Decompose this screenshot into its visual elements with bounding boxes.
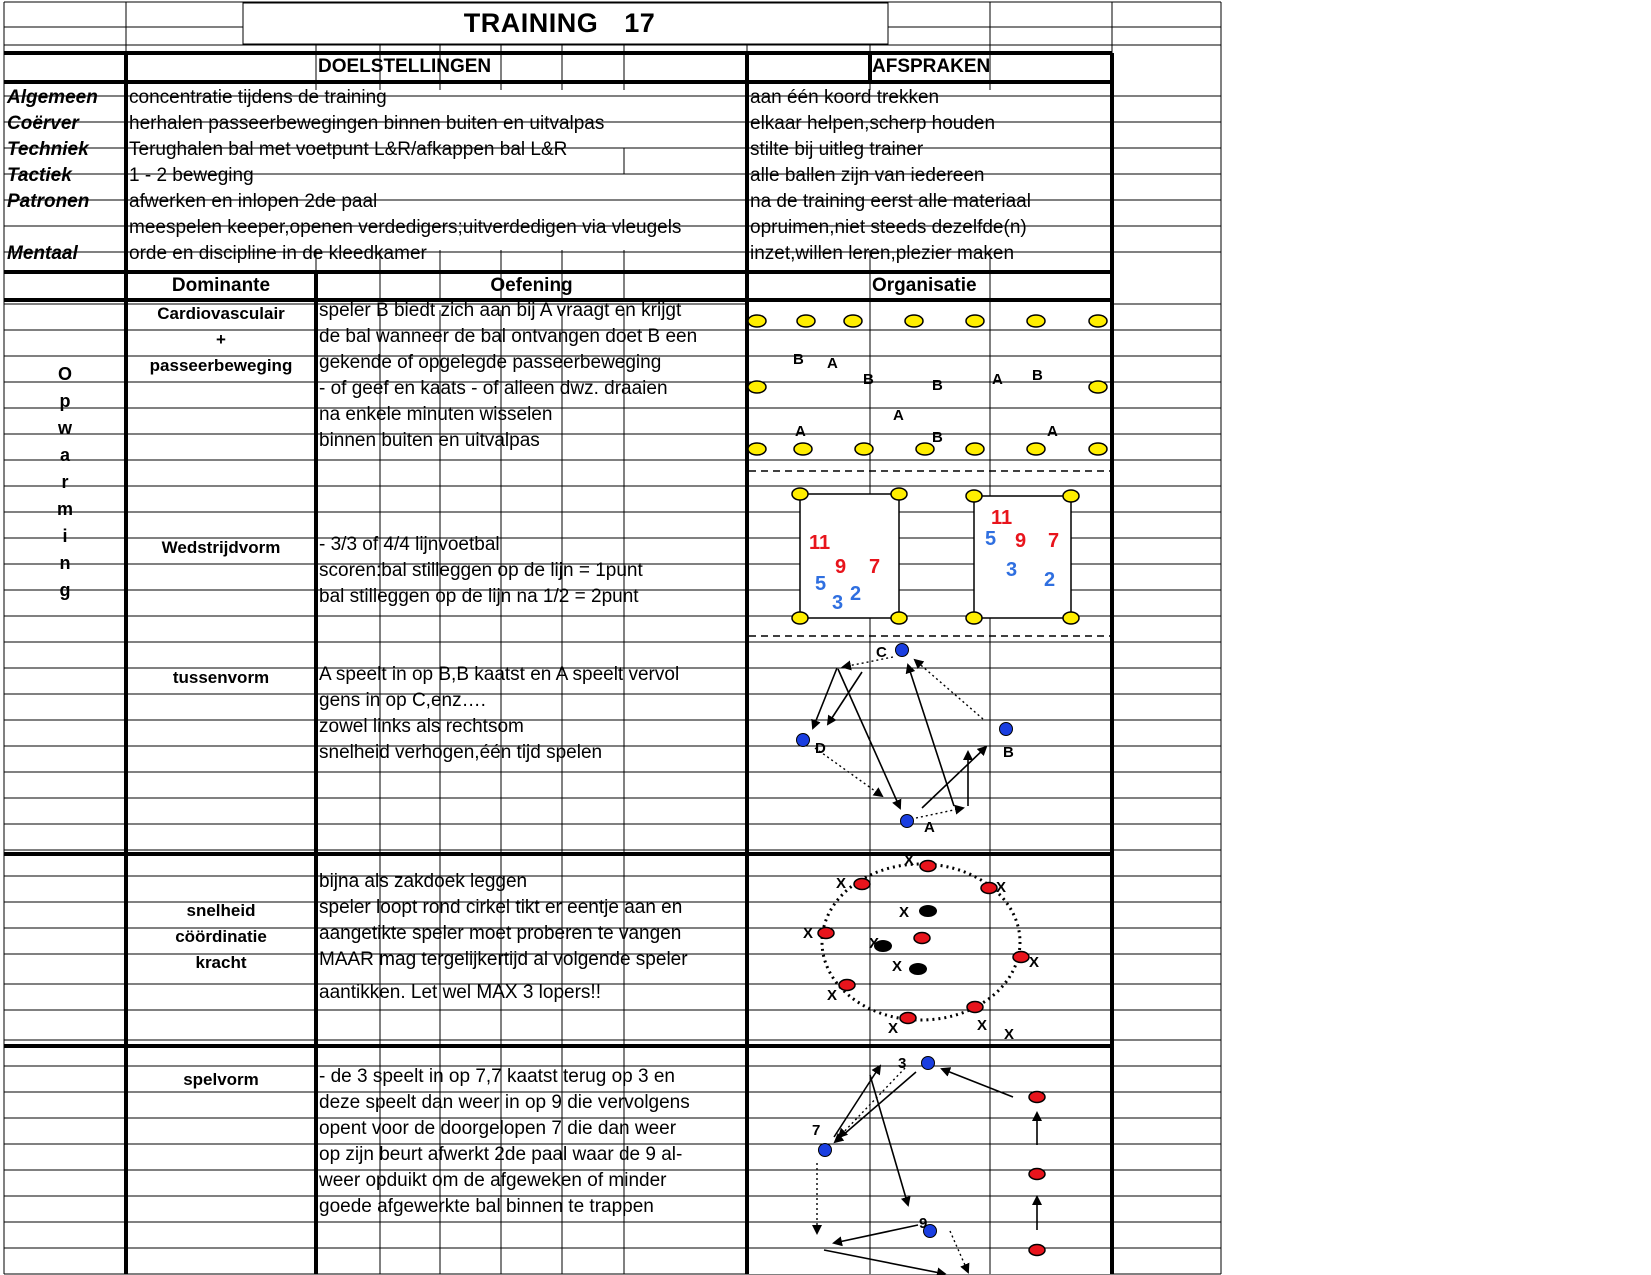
- phase-letter: w: [57, 418, 72, 438]
- dominante-label: passeerbeweging: [149, 356, 293, 375]
- title-label: TRAINING: [463, 8, 599, 38]
- dominante-label: kracht: [195, 953, 247, 972]
- player-label: B: [1003, 744, 1014, 761]
- player-label: C: [876, 644, 887, 661]
- header-afspraken: AFSPRAKEN: [872, 56, 991, 77]
- player-number: 9: [919, 1215, 928, 1232]
- oefening-line: gekende of opgelegde passeerbeweging: [319, 352, 662, 373]
- x-marker: X: [977, 1017, 988, 1034]
- oefening-line: bal stilleggen op de lijn na 1/2 = 2punt: [319, 586, 639, 607]
- player-number: 9: [1015, 530, 1027, 552]
- dominante-label: spelvorm: [183, 1070, 259, 1089]
- player-number: 3: [832, 592, 844, 614]
- goal-doel: herhalen passeerbewegingen binnen buiten en uitvalpas: [129, 113, 605, 134]
- goal-category: Coërver: [7, 113, 79, 134]
- dominante-label: cöördinatie: [175, 927, 267, 946]
- diagram-passeer: [748, 315, 1110, 471]
- player-label: B: [1032, 367, 1043, 384]
- player-label: D: [815, 740, 826, 757]
- goal-afspraak: alle ballen zijn van iedereen: [750, 165, 985, 186]
- goal-doel: orde en discipline in de kleedkamer: [129, 243, 427, 264]
- phase-letter: m: [56, 499, 73, 519]
- goal-afspraak: aan één koord trekken: [750, 87, 940, 108]
- oefening-line: snelheid verhogen,één tijd spelen: [319, 742, 603, 763]
- x-marker: X: [904, 852, 915, 869]
- oefening-line: - of geef en kaats - of alleen dwz. draaien: [319, 378, 668, 399]
- diagram-lijnvoetbal: [749, 488, 1110, 636]
- header-oefening: Oefening: [490, 275, 573, 296]
- title-number: 17: [624, 8, 656, 38]
- phase-letter: a: [59, 445, 70, 465]
- goal-afspraak: opruimen,niet steeds dezelfde(n): [750, 217, 1027, 238]
- goal-doel: meespelen keeper,openen verdedigers;uitverdedigen via vleugels: [129, 217, 682, 238]
- oefening-line: weer opduikt om de afgeweken of minder: [319, 1170, 667, 1191]
- x-marker: X: [869, 935, 880, 952]
- oefening-line: - 3/3 of 4/4 lijnvoetbal: [319, 534, 500, 555]
- oefening-line: goede afgewerkte bal binnen te trappen: [319, 1196, 654, 1217]
- x-marker: X: [1004, 1026, 1015, 1043]
- header-organisatie: Organisatie: [872, 275, 977, 296]
- goal-category: Algemeen: [7, 87, 98, 108]
- goal-doel: afwerken en inlopen 2de paal: [129, 191, 378, 212]
- dominante-label: tussenvorm: [172, 668, 270, 687]
- goal-afspraak: stilte bij uitleg trainer: [750, 139, 924, 160]
- dominante-label: snelheid: [186, 901, 256, 920]
- player-number: 5: [815, 573, 827, 595]
- player-number: 3: [1006, 559, 1018, 581]
- oefening-line: bijna als zakdoek leggen: [319, 871, 528, 892]
- goal-category: Techniek: [7, 139, 89, 160]
- x-marker: X: [899, 904, 910, 921]
- player-label: A: [893, 407, 904, 424]
- oefening-line: opent voor de doorgelopen 7 die dan weer: [319, 1118, 677, 1139]
- player-number: 5: [985, 528, 997, 550]
- phase-letter: g: [59, 580, 71, 600]
- phase-letter: O: [57, 364, 72, 384]
- oefening-line: scoren:bal stilleggen op de lijn = 1punt: [319, 560, 643, 581]
- phase-letter: r: [61, 472, 69, 492]
- oefening-line: MAAR mag tergelijkertijd al volgende speler: [319, 949, 688, 970]
- oefening-line: de bal wanneer de bal ontvangen doet B een: [319, 326, 698, 347]
- header-dominante: Dominante: [171, 275, 271, 296]
- player-number: 7: [812, 1122, 821, 1139]
- goal-afspraak: elkaar helpen,scherp houden: [750, 113, 996, 134]
- header-doelstellingen: DOELSTELLINGEN: [318, 56, 492, 77]
- x-marker: X: [888, 1020, 899, 1037]
- x-marker: X: [803, 925, 814, 942]
- oefening-line: binnen buiten en uitvalpas: [319, 430, 540, 451]
- x-marker: X: [1029, 954, 1040, 971]
- x-marker: X: [996, 879, 1007, 896]
- oefening-line: aangetikte speler moet proberen te vangen: [319, 923, 682, 944]
- oefening-line: na enkele minuten wisselen: [319, 404, 553, 425]
- x-marker: X: [892, 958, 903, 975]
- diagram-tussenvorm: [797, 644, 1015, 837]
- oefening-line: zowel links als rechtsom: [319, 716, 524, 737]
- player-number: 11: [809, 532, 831, 554]
- phase-letter: p: [59, 391, 71, 411]
- oefening-line: - de 3 speelt in op 7,7 kaatst terug op 3 en: [319, 1066, 675, 1087]
- dominante-label: +: [216, 330, 226, 349]
- goal-afspraak: inzet,willen leren,plezier maken: [750, 243, 1015, 264]
- diagram-zakdoek: [803, 852, 1039, 1043]
- goal-doel: concentratie tijdens de training: [129, 87, 387, 108]
- player-label: A: [827, 355, 838, 372]
- player-label: B: [932, 377, 943, 394]
- goal-doel: Terughalen bal met voetpunt L&R/afkappen bal L&R: [129, 139, 568, 160]
- goal-category: Patronen: [7, 191, 90, 212]
- player-label: B: [793, 351, 804, 368]
- player-number: 9: [835, 556, 847, 578]
- oefening-line: speler loopt rond cirkel tikt er eentje aan en: [319, 897, 683, 918]
- player-number: 7: [869, 556, 881, 578]
- goal-category: Tactiek: [7, 165, 72, 186]
- oefening-line: A speelt in op B,B kaatst en A speelt vervol: [319, 664, 680, 685]
- oefening-line: speler B biedt zich aan bij A vraagt en krijgt: [319, 300, 682, 321]
- oefening-line: aantikken. Let wel MAX 3 lopers!!: [319, 982, 601, 1003]
- goal-afspraak: na de training eerst alle materiaal: [750, 191, 1031, 212]
- player-number: 2: [850, 583, 862, 605]
- x-marker: X: [827, 987, 838, 1004]
- x-marker: X: [836, 875, 847, 892]
- player-label: B: [932, 429, 943, 446]
- player-number: 7: [1048, 530, 1060, 552]
- player-label: A: [924, 819, 935, 836]
- dominante-label: Cardiovasculair: [157, 304, 285, 323]
- player-label: A: [992, 371, 1003, 388]
- goal-doel: 1 - 2 beweging: [129, 165, 254, 186]
- player-number: 2: [1044, 569, 1056, 591]
- goal-category: Mentaal: [7, 243, 78, 264]
- phase-letter: n: [59, 553, 71, 573]
- diagram-spelvorm: [812, 1055, 1045, 1274]
- oefening-line: gens in op C,enz….: [319, 690, 486, 711]
- player-label: B: [863, 371, 874, 388]
- player-label: A: [795, 423, 806, 440]
- oefening-line: op zijn beurt afwerkt 2de paal waar de 9 al-: [319, 1144, 683, 1165]
- oefening-line: deze speelt dan weer in op 9 die vervolgens: [319, 1092, 690, 1113]
- player-number: 3: [898, 1055, 907, 1072]
- phase-letter: i: [62, 526, 68, 546]
- player-label: A: [1047, 423, 1058, 440]
- player-number: 11: [991, 507, 1013, 529]
- dominante-label: Wedstrijdvorm: [161, 538, 281, 557]
